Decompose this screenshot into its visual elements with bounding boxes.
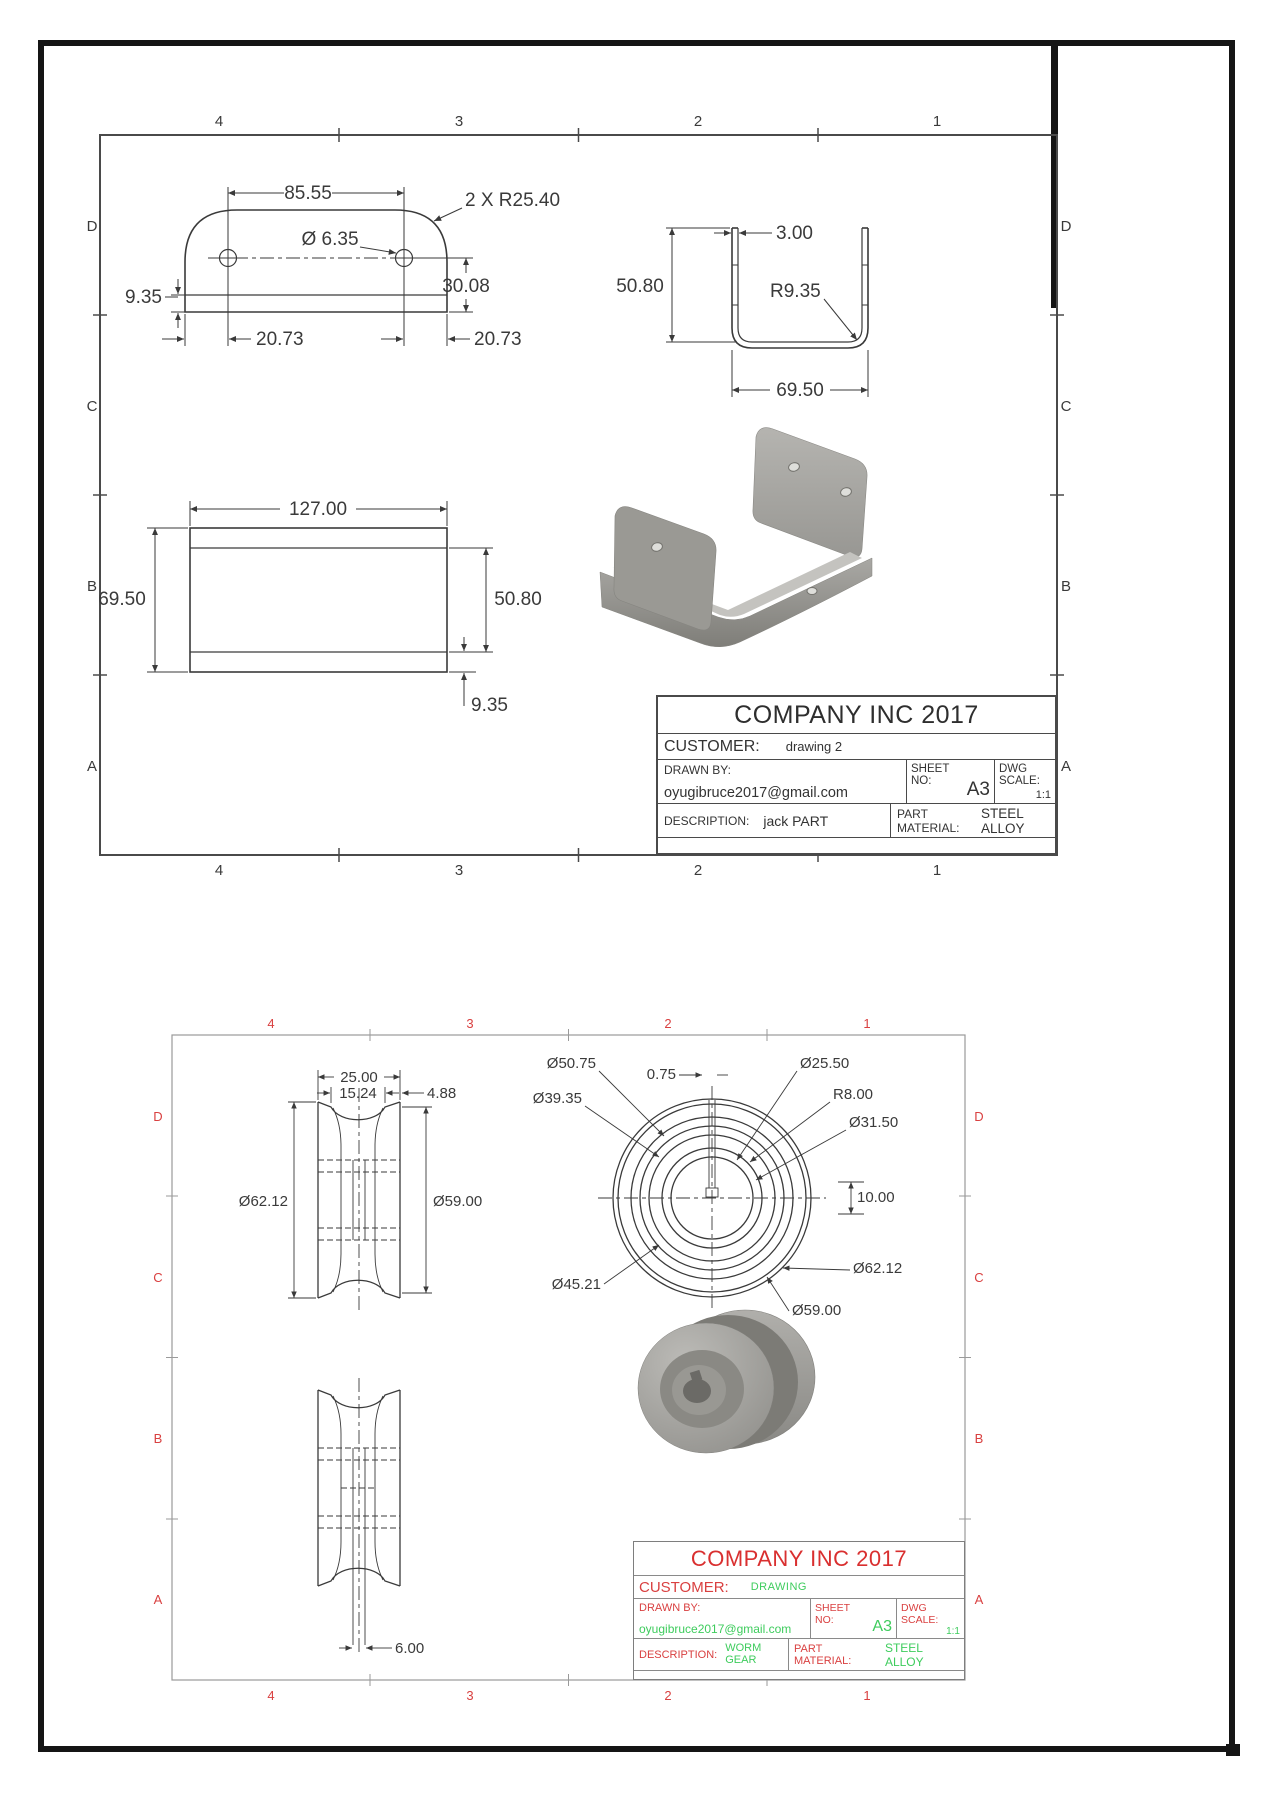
dim-d25-50: Ø25.50 xyxy=(800,1055,850,1072)
dim-flange-top: 9.35 xyxy=(125,287,162,308)
s2-description-row xyxy=(634,1638,964,1670)
s2-zone-bot-3: 3 xyxy=(466,1688,474,1703)
dim-front-inner-height: 50.80 xyxy=(494,589,542,610)
s1-zone-top-4: 4 xyxy=(214,113,224,130)
s1-sheetno-label: SHEET NO: xyxy=(911,763,950,787)
s2-drawnby-cell xyxy=(634,1599,810,1638)
s1-zone-right-C: C xyxy=(1060,398,1072,415)
s2-zone-left-A: A xyxy=(153,1592,163,1607)
dim-edge-left: 20.73 xyxy=(256,329,304,350)
s2-zone-top-3: 3 xyxy=(466,1016,474,1031)
dim-length: 127.00 xyxy=(288,499,348,520)
dim-front-flange: 9.35 xyxy=(471,695,508,716)
s1-zone-bot-4: 4 xyxy=(214,862,224,879)
s2-sheetno-value: A3 xyxy=(872,1618,892,1635)
sheet2-title-block xyxy=(633,1541,965,1680)
s2-drawnby-row xyxy=(634,1598,964,1638)
bracket-hole xyxy=(807,588,817,595)
s1-description-label: DESCRIPTION: xyxy=(664,813,750,828)
pulley-front-view xyxy=(533,1055,902,1319)
s2-empty-row xyxy=(634,1670,964,1679)
s1-dwgscale-label: DWG SCALE: xyxy=(999,763,1040,787)
bracket-side-view xyxy=(616,223,868,401)
s2-zone-right-A: A xyxy=(974,1592,984,1607)
s1-zone-top-3: 3 xyxy=(454,113,464,130)
dim-d50-75: Ø50.75 xyxy=(546,1055,596,1072)
s1-zone-left-C: C xyxy=(86,398,98,415)
dim-outer-dia-side: Ø62.12 xyxy=(238,1193,288,1210)
dim-pulley-width: 25.00 xyxy=(340,1069,378,1086)
s1-drawnby-label: DRAWN BY: xyxy=(664,763,731,777)
s1-zone-bot-2: 2 xyxy=(693,862,703,879)
dim-holes-span: 85.55 xyxy=(284,183,332,204)
s2-dwgscale-cell xyxy=(896,1599,964,1638)
s1-sheetno-value: A3 xyxy=(966,779,990,800)
sheet1-title-block xyxy=(656,695,1057,855)
s2-zone-right-C: C xyxy=(974,1270,984,1285)
bracket-front-view xyxy=(98,499,542,716)
s2-sheetno-label: SHEET NO: xyxy=(815,1602,850,1626)
dim-corner-radius: 2 X R25.40 xyxy=(465,190,561,211)
s2-drawnby-value: oyugibruce2017@gmail.com xyxy=(639,1622,792,1636)
s2-zone-right-B: B xyxy=(974,1431,984,1446)
dim-d59-00: Ø59.00 xyxy=(792,1302,842,1319)
s1-company-row xyxy=(658,697,1055,733)
s2-company-title: COMPANY INC 2017 xyxy=(690,1545,908,1571)
s2-material-cell xyxy=(788,1639,964,1670)
s1-company-title: COMPANY INC 2017 xyxy=(734,700,979,729)
s2-zone-bot-2: 2 xyxy=(664,1688,672,1703)
dim-hole-height: 30.08 xyxy=(442,276,490,297)
s1-drawnby-cell xyxy=(658,760,906,803)
s2-zone-top-2: 2 xyxy=(664,1016,672,1031)
s2-drawnby-label: DRAWN BY: xyxy=(639,1602,701,1614)
dim-hole-dia: Ø 6.35 xyxy=(301,229,359,250)
s2-customer-label: CUSTOMER: xyxy=(639,1578,729,1596)
s1-material-label: PART MATERIAL: xyxy=(897,806,960,835)
dim-rim-dia-side: Ø59.00 xyxy=(433,1193,483,1210)
pulley-side-view xyxy=(239,1069,482,1312)
s2-zone-bot-1: 1 xyxy=(863,1688,871,1703)
s2-company-row xyxy=(634,1542,964,1575)
bracket-top-view xyxy=(125,183,560,350)
s2-material-value: STEEL ALLOY xyxy=(884,1640,924,1669)
s1-zone-top-2: 2 xyxy=(693,113,703,130)
dim-d45-21: Ø45.21 xyxy=(551,1276,601,1293)
dim-edge-right: 20.73 xyxy=(474,329,522,350)
s1-zone-bot-3: 3 xyxy=(454,862,464,879)
s1-zone-left-A: A xyxy=(86,758,98,775)
s1-zone-right-B: B xyxy=(1060,578,1072,595)
dim-d39-35: Ø39.35 xyxy=(532,1090,582,1107)
s2-dwgscale-value: 1:1 xyxy=(946,1626,960,1637)
dim-wall-thickness: 3.00 xyxy=(776,223,813,244)
pulley-3d-view xyxy=(638,1310,815,1453)
dim-d31-50: Ø31.50 xyxy=(849,1114,899,1131)
s2-description-cell xyxy=(634,1639,788,1670)
s1-description-row xyxy=(658,803,1055,837)
dim-leg-height: 50.80 xyxy=(616,276,664,297)
pulley-section-view xyxy=(318,1378,424,1657)
s2-zone-bot-4: 4 xyxy=(267,1688,275,1703)
dim-bend-radius: R9.35 xyxy=(770,281,821,302)
s1-empty-row xyxy=(658,837,1055,853)
s2-zone-top-4: 4 xyxy=(267,1016,275,1031)
s1-zone-right-A: A xyxy=(1060,758,1072,775)
dim-key-offset: 10.00 xyxy=(857,1189,895,1206)
dim-groove-opening: 15.24 xyxy=(339,1085,377,1102)
s2-description-value: WORM GEAR xyxy=(725,1641,762,1666)
s2-sheetno-cell xyxy=(810,1599,896,1638)
s1-material-cell xyxy=(890,804,1055,837)
dim-d62-12: Ø62.12 xyxy=(853,1260,903,1277)
s2-dwgscale-label: DWG SCALE: xyxy=(901,1602,939,1626)
s1-zone-left-B: B xyxy=(86,578,98,595)
s1-zone-top-1: 1 xyxy=(932,113,942,130)
dim-channel-width: 69.50 xyxy=(776,380,824,401)
dim-front-height: 69.50 xyxy=(98,589,146,610)
s1-zone-bot-1: 1 xyxy=(932,862,942,879)
bracket-3d-view xyxy=(600,428,872,647)
s1-zone-right-D: D xyxy=(1060,218,1072,235)
s1-dwgscale-cell xyxy=(994,760,1055,803)
s2-zone-left-D: D xyxy=(153,1109,163,1124)
s1-drawnby-value: oyugibruce2017@gmail.com xyxy=(664,785,848,801)
s2-description-label: DESCRIPTION: xyxy=(639,1648,718,1661)
s1-description-cell xyxy=(658,804,890,837)
dim-r8: R8.00 xyxy=(833,1086,874,1103)
s2-material-label: PART MATERIAL: xyxy=(794,1642,852,1667)
dim-rim-width: 4.88 xyxy=(427,1085,457,1102)
s1-sheetno-cell xyxy=(906,760,994,803)
s1-material-value: STEEL ALLOY xyxy=(980,805,1025,836)
s2-zone-left-B: B xyxy=(153,1431,163,1446)
s1-customer-value: drawing 2 xyxy=(785,739,843,754)
s2-zone-left-C: C xyxy=(153,1270,163,1285)
s2-customer-value: DRAWING xyxy=(750,1581,807,1593)
dim-hub-bore: 6.00 xyxy=(395,1640,425,1657)
s2-zone-right-D: D xyxy=(974,1109,984,1124)
s1-customer-label: CUSTOMER: xyxy=(664,737,760,755)
dim-key-width: 0.75 xyxy=(646,1066,676,1083)
s1-customer-row xyxy=(658,733,1055,759)
s2-zone-top-1: 1 xyxy=(863,1016,871,1031)
s2-customer-row xyxy=(634,1575,964,1598)
s1-zone-left-D: D xyxy=(86,218,98,235)
s1-dwgscale-value: 1:1 xyxy=(1035,789,1051,801)
s1-drawnby-row xyxy=(658,759,1055,803)
s1-description-value: jack PART xyxy=(763,812,829,829)
